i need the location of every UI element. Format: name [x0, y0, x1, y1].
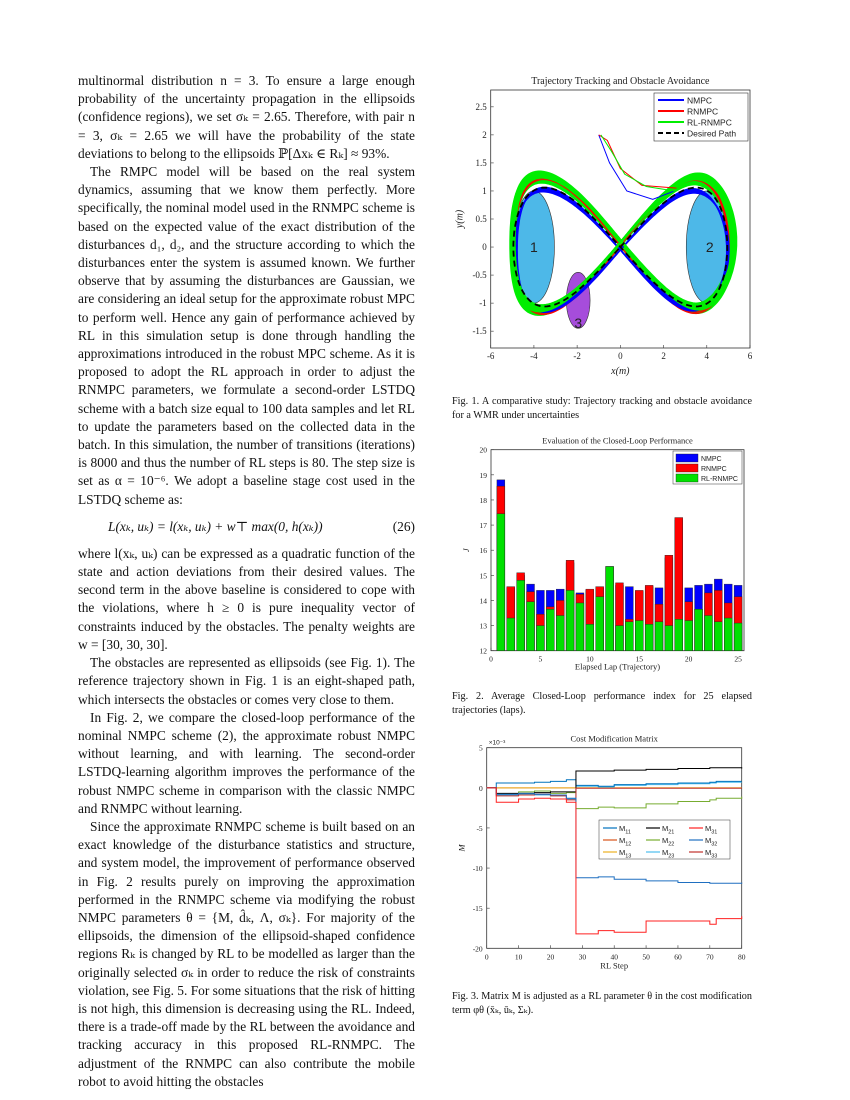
bar-rl-rnmpc — [497, 514, 505, 651]
x-tick-label: 0 — [489, 654, 493, 664]
y-tick-label: 0 — [482, 242, 487, 253]
legend-label-subscript: 32 — [711, 841, 718, 848]
legend-label-m: M — [705, 848, 712, 857]
y-tick-label: 0 — [478, 783, 483, 793]
bar-rl-rnmpc — [645, 624, 653, 650]
paragraph: In Fig. 2, we compare the closed-loop performance of the nominal NMPC scheme (2), the approximate robust NMPC without learning, and with learning. The second-order LSTDQ-learning algorithm improves the performance of the robust NMPC scheme in comparison with the classic NMPC and RNMPC without learning. — [78, 709, 415, 816]
legend-swatch — [676, 454, 698, 462]
legend-label: RNMPC — [687, 106, 719, 117]
x-tick-label: 80 — [737, 952, 746, 962]
legend-label-m: M — [662, 824, 669, 833]
y-tick-label: 14 — [479, 596, 487, 606]
legend-label-m: M — [619, 824, 626, 833]
y-axis-label: y(m) — [454, 209, 466, 229]
legend-label-m: M — [705, 824, 712, 833]
bar-rl-rnmpc — [616, 626, 624, 651]
x-tick-label: 2 — [661, 351, 666, 361]
x-tick-label: 20 — [546, 952, 555, 962]
legend-label-m: M — [705, 836, 712, 845]
bar-rl-rnmpc — [546, 609, 554, 650]
y-axis-label: J — [461, 548, 471, 553]
obstacle-label: 2 — [705, 239, 714, 256]
bar-rl-rnmpc — [724, 618, 732, 651]
paragraph: where l(xₖ, uₖ) can be expressed as a quadratic function of the state and action deviations from their desired values. The second term in the above baseline is considered to cope with the violations, where h ≥ 0 is pure inequality vector of constraints induced by the obstacles. The penalty weights are w = [30, 30, 30]. — [78, 545, 415, 652]
legend-label-subscript: 12 — [625, 841, 632, 848]
x-tick-label: -4 — [530, 351, 538, 361]
legend-label: RL-RNMPC — [701, 476, 738, 483]
bar-rl-rnmpc — [714, 622, 722, 651]
y-tick-label: 1 — [482, 185, 487, 196]
x-tick-label: 10 — [586, 654, 594, 664]
figure-2-caption: Fig. 2. Average Closed-Loop performance index for 25 elapsed trajectories (laps). — [452, 691, 752, 716]
legend-label-subscript: 22 — [668, 841, 675, 848]
bar-rl-rnmpc — [566, 590, 574, 650]
paragraph: The obstacles are represented as ellipsoids (see Fig. 1). The reference trajectory shown in Fig. 1 is an eight-shaped path, which intersects the obstacles or comes very close to them. — [78, 655, 415, 707]
x-axis-label: x(m) — [611, 366, 630, 377]
paragraph: The RMPC model will be based on the real system dynamics, assuming that we know them perfectly. More specifically, the nominal model used in the RNMPC scheme is based on the expected value of the exact distribution of the disturbances d₁, d₂, and the structure according to which the disturbances enter the system is assumed known. We further observe that by assuming the disturbances are Gaussian, we are considering an ideal setup for the approximate robust MPC to perform well. Hence any gain of performance achieved by RL in this simulation setup is done through handling the approximations introduced in the robust MPC scheme. As it is proposed to adopt the RL approach in order to adjust the RNMPC parameters, we formulate a second-order LSTDQ scheme with a batch size equal to 100 data samples and let RL to update the parameters based on the collected data in the batch. In this simulation, the number of transitions (iterations) is 8000 and thus the number of RL steps is 80. The step size is set as α = 10⁻⁶. We adopt a baseline stage cost used in the LSTDQ scheme as: — [78, 164, 415, 507]
legend-label: NMPC — [687, 95, 713, 106]
bar-rl-rnmpc — [704, 616, 712, 651]
legend-label-subscript: 31 — [711, 829, 718, 836]
x-tick-label: 0 — [618, 351, 623, 361]
x-tick-label: 60 — [674, 952, 682, 962]
chart-title: Cost Modification Matrix — [570, 733, 658, 744]
legend-label-subscript: 33 — [711, 853, 718, 860]
y-tick-label: -1.5 — [472, 326, 487, 337]
legend-swatch — [676, 464, 698, 472]
x-tick-label: 4 — [704, 351, 710, 361]
legend-label-subscript: 13 — [625, 853, 632, 860]
x-tick-label: 6 — [747, 351, 753, 361]
y-tick-label: -20 — [472, 944, 483, 954]
legend-label: Desired Path — [687, 128, 737, 139]
y-tick-label: 19 — [479, 470, 487, 480]
x-tick-label: 30 — [578, 952, 587, 962]
x-tick-label: -2 — [573, 351, 581, 361]
paragraph: multinormal distribution n = 3. To ensure a large enough probability of the uncertainty propagation in the ellipsoids (confidence regions), we set σₖ = 2.65. Therefore, with pair n = 3, σₖ = 2.65 we will have the probability of the state deviations to belong to the ellipsoids ℙ[Δxₖ ∈ Rₖ] ≈ 93%. — [78, 73, 415, 161]
equation-number: (26) — [392, 518, 415, 534]
legend-label-m: M — [619, 836, 626, 845]
x-tick-label: 25 — [734, 654, 742, 664]
bar-rl-rnmpc — [517, 580, 525, 650]
bar-rl-rnmpc — [596, 597, 604, 651]
x-tick-label: 5 — [538, 654, 543, 664]
legend-label: RL-RNMPC — [687, 117, 732, 128]
y-tick-label: 2 — [482, 129, 487, 140]
paragraph: Since the approximate RNMPC scheme is built based on an exact knowledge of the disturbance statistics and structure, and system model, the improvement of performance observed in Fig. 2 results purely on improving the approximation performed in the RNMPC scheme via modifying the robust NMPC parameters θ = {M, d̂ₖ, Λ, σₖ}. For majority of the ellipsoids, the dimension of the ellipsoid-shaped confidence regions Rₖ is changed by RL to be modelled as larger than the originally selected σₖ in order to reduce the risk of constraints violation, see Fig. 5. For some situations that the risk of hitting is not high, this dimension is decreasing using the RL. Indeed, there is a trade-off made by the RL between the avoidance and tracking accuracy in this proposed RL-RNMPC. The adjustment of the RNMPC can also contribute the mobile robot to avoid hitting the obstacles — [78, 818, 415, 1089]
chart-title: Trajectory Tracking and Obstacle Avoidance — [531, 76, 710, 87]
y-tick-label: 20 — [479, 445, 487, 455]
x-tick-label: 40 — [610, 952, 618, 962]
y-tick-label: 0.5 — [475, 214, 487, 224]
bar-rl-rnmpc — [675, 619, 683, 650]
legend-label: NMPC — [701, 456, 722, 463]
bar-rl-rnmpc — [606, 567, 614, 651]
x-axis-label: RL Step — [600, 960, 629, 971]
obstacle-label: 1 — [530, 239, 538, 256]
x-tick-label: 15 — [635, 654, 643, 664]
y-tick-label: 5 — [478, 743, 483, 753]
y-tick-label: 17 — [479, 521, 487, 531]
bar-rl-rnmpc — [586, 624, 594, 650]
y-tick-label: 15 — [479, 571, 487, 581]
bar-rl-rnmpc — [536, 626, 544, 651]
y-tick-label: -5 — [476, 823, 483, 833]
legend-label-subscript: 23 — [668, 853, 675, 860]
x-axis-label: Elapsed Lap (Trajectory) — [574, 661, 661, 672]
bar-rl-rnmpc — [695, 609, 703, 650]
y-tick-label: -15 — [472, 904, 483, 914]
bar-rl-rnmpc — [625, 622, 633, 651]
y-tick-label: -10 — [472, 864, 483, 874]
y-axis-label: M — [456, 844, 467, 852]
bar-rl-rnmpc — [576, 603, 584, 651]
y-tick-label: -0.5 — [472, 270, 487, 281]
legend-label-m: M — [662, 836, 669, 845]
legend-label-subscript: 11 — [625, 829, 631, 836]
legend-label-m: M — [662, 848, 669, 857]
equation-body: L(xₖ, uₖ) = l(xₖ, uₖ) + w⊤ max(0, h(xₖ)) — [108, 518, 323, 534]
y-tick-label: 18 — [479, 495, 487, 505]
figure-1-caption: Fig. 1. A comparative study: Trajectory tracking and obstacle avoidance for a WMR under uncertainties — [452, 396, 752, 421]
obstacle-label: 3 — [574, 314, 583, 331]
bar-rl-rnmpc — [734, 623, 742, 651]
legend-label: RNMPC — [701, 466, 727, 473]
bar-rl-rnmpc — [665, 626, 673, 651]
x-tick-label: 0 — [484, 952, 489, 962]
y-tick-label: 12 — [479, 646, 487, 656]
x-tick-label: 20 — [684, 654, 693, 664]
y-tick-label: 13 — [479, 621, 487, 631]
bar-rl-rnmpc — [527, 602, 535, 651]
bar-rl-rnmpc — [685, 621, 693, 651]
bar-rl-rnmpc — [556, 616, 564, 651]
y-tick-label: 2.5 — [475, 101, 487, 112]
y-tick-label: 16 — [479, 546, 487, 556]
bar-rl-rnmpc — [635, 621, 643, 651]
legend-swatch — [676, 474, 698, 482]
legend-label-m: M — [619, 848, 626, 857]
axis-scale-label: ×10⁻³ — [488, 739, 506, 747]
bar-rl-rnmpc — [507, 618, 515, 651]
x-tick-label: -6 — [486, 351, 495, 361]
chart-title: Evaluation of the Closed-Loop Performance — [542, 435, 693, 446]
y-tick-label: -1 — [479, 298, 487, 309]
x-tick-label: 50 — [642, 952, 650, 962]
legend-label-subscript: 21 — [668, 829, 675, 836]
figure-3-caption: Fig. 3. Matrix M is adjusted as a RL parameter θ in the cost modification term φθ (x̄ₖ, ūₖ, Σₖ). — [452, 991, 752, 1016]
y-tick-label: 1.5 — [475, 157, 487, 168]
x-tick-label: 70 — [706, 952, 714, 962]
bar-rl-rnmpc — [655, 622, 663, 651]
x-tick-label: 10 — [514, 952, 523, 962]
